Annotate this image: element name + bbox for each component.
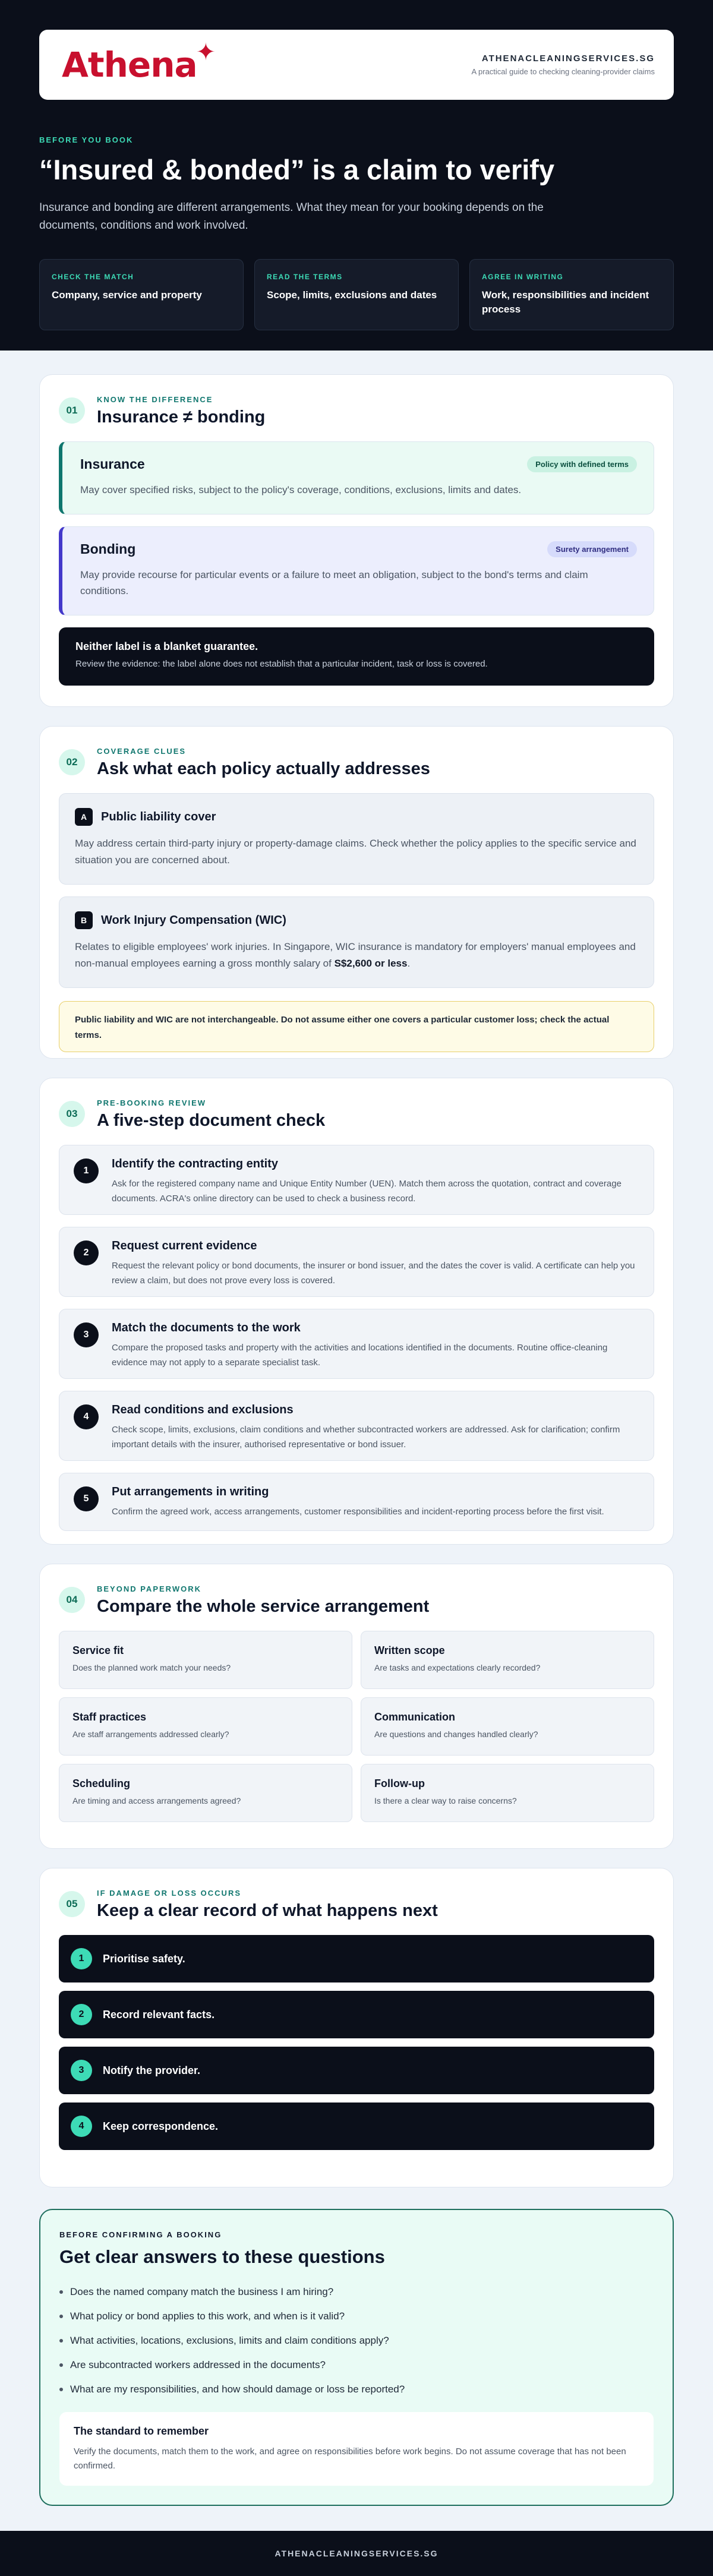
step-number: 1 (74, 1158, 99, 1183)
hero-eyebrow: BEFORE YOU BOOK (39, 135, 134, 144)
section-coverage (39, 726, 674, 1059)
section-title: A five-step document check (97, 1111, 326, 1130)
guarantee-note (59, 627, 654, 686)
wic-text-end: . (407, 958, 411, 970)
section-damage-record (39, 1868, 674, 2187)
hero-card-agree-writing (469, 259, 674, 330)
step-number: 2 (74, 1240, 99, 1265)
note-title: Neither label is a blanket guarantee. (75, 640, 258, 652)
brand-tagline: A practical guide to checking cleaning-provider claims (471, 67, 655, 76)
step-text: Check scope, limits, exclusions, claim conditions and whether subcontracted workers are addressed. Ask for clarification; confirm important details with the insurer, authorised representative or bond issuer. (112, 1425, 620, 1450)
section-header (59, 1584, 654, 1617)
policy-text (75, 939, 638, 972)
step-text: Request the relevant policy or bond documents, the insurer or bond issuer, and the dates the cover is valid. A certificate can help you review a claim, but does not prove every loss is covered. (112, 1261, 635, 1286)
cell-text: Are tasks and expectations clearly recorded? (374, 1663, 541, 1672)
footer (0, 2531, 713, 2576)
step-number: 5 (74, 1486, 99, 1511)
standard-title: The standard to remember (74, 2425, 209, 2437)
step-text: Compare the proposed tasks and property with the activities and locations identified in the documents. Routine office-cleaning evidence may not apply to a separate specialist task. (112, 1343, 608, 1368)
hero-card-text: Company, service and property (52, 289, 202, 301)
grid-cell (59, 1764, 352, 1822)
question-item: Are subcontracted workers addressed in the documents? (59, 2353, 654, 2377)
record-item (59, 2103, 654, 2150)
step-title: Put arrangements in writing (112, 1485, 269, 1498)
grid-cell (361, 1697, 654, 1756)
grid-cell (59, 1631, 352, 1689)
question-item: Does the named company match the business I am hiring? (59, 2280, 654, 2304)
footer-domain-link[interactable]: ATHENACLEANINGSERVICES.SG (275, 2549, 438, 2558)
question-item: What policy or bond applies to this work, and when is it valid? (59, 2304, 654, 2328)
record-number: 2 (71, 2004, 92, 2025)
brand-info (471, 53, 655, 76)
hero-cards (39, 259, 674, 330)
standard-text: Verify the documents, match them to the work, and agree on responsibilities before work begins. Do not assume coverage that has not been confirmed. (74, 2446, 626, 2471)
section-title: Keep a clear record of what happens next (97, 1901, 438, 1920)
insurance-badge: Policy with defined terms (527, 456, 637, 472)
step-title: Identify the contracting entity (112, 1157, 279, 1170)
step-item (59, 1309, 654, 1379)
section-title: Insurance ≠ bonding (97, 408, 266, 427)
section-document-check (39, 1078, 674, 1545)
hero-card-text: Scope, limits, exclusions and dates (267, 289, 437, 301)
section-difference (39, 374, 674, 707)
bonding-badge: Surety arrangement (547, 541, 637, 557)
cell-title: Scheduling (72, 1778, 131, 1789)
wic-text: Relates to eligible employees' work injuries. In Singapore, WIC insurance is mandatory for employers' manual employees and non-manual employees earning a gross monthly salary of (75, 941, 636, 970)
insurance-card (59, 441, 654, 514)
cell-text: Does the planned work match your needs? (72, 1663, 231, 1672)
hero-card-label: AGREE IN WRITING (482, 272, 564, 281)
policy-badge-a: A (75, 808, 93, 826)
record-text: Keep correspondence. (103, 2120, 219, 2132)
section-eyebrow: PRE-BOOKING REVIEW (97, 1098, 207, 1107)
page-title: “Insured & bonded” is a claim to verify (39, 154, 555, 185)
hero-card-read-terms (254, 259, 459, 330)
hero-intro: Insurance and bonding are different arrangements. What they mean for your booking depends on the documents, conditions and work involved. (39, 201, 544, 232)
step-item (59, 1145, 654, 1215)
step-number: 3 (74, 1322, 99, 1347)
policy-title: Work Injury Compensation (WIC) (101, 913, 286, 927)
public-liability-card (59, 793, 654, 885)
bonding-card (59, 526, 654, 615)
bonding-text: May provide recourse for particular events or a failure to meet an obligation, subject to the bond's terms and claim conditions. (80, 569, 588, 597)
record-item (59, 1935, 654, 1982)
section-header (59, 1889, 654, 1921)
section-header (59, 1098, 654, 1131)
cell-title: Follow-up (374, 1778, 425, 1789)
section-number: 03 (59, 1101, 85, 1127)
cell-title: Written scope (374, 1644, 445, 1656)
record-item (59, 1991, 654, 2038)
arrangement-grid (59, 1631, 654, 1822)
step-item (59, 1227, 654, 1297)
policy-badge-b: B (75, 911, 93, 929)
questions-list (59, 2280, 654, 2401)
step-text: Ask for the registered company name and Unique Entity Number (UEN). Match them across the quotation, contract and coverage documents. ACRA's online directory can be used to check a business record. (112, 1179, 621, 1204)
cell-title: Staff practices (72, 1711, 147, 1723)
record-number: 4 (71, 2116, 92, 2137)
grid-cell (59, 1697, 352, 1756)
standard-box (59, 2412, 654, 2486)
cell-title: Communication (374, 1711, 456, 1723)
logo-wordmark: Athena (62, 45, 197, 85)
section-title: Ask what each policy actually addresses (97, 759, 430, 778)
section-eyebrow: KNOW THE DIFFERENCE (97, 395, 213, 404)
section-eyebrow: COVERAGE CLUES (97, 747, 187, 756)
cell-text: Is there a clear way to raise concerns? (374, 1796, 517, 1805)
record-number: 3 (71, 2060, 92, 2081)
cell-title: Service fit (72, 1644, 124, 1656)
questions-eyebrow: BEFORE CONFIRMING A BOOKING (59, 2230, 222, 2239)
step-text: Confirm the agreed work, access arrangements, customer responsibilities and incident-reporting process before the first visit. (112, 1507, 604, 1517)
record-text: Record relevant facts. (103, 2008, 215, 2021)
section-number: 02 (59, 749, 85, 775)
grid-cell (361, 1631, 654, 1689)
question-item: What are my responsibilities, and how should damage or loss be reported? (59, 2377, 654, 2401)
hero-card-check-match (39, 259, 244, 330)
hero-card-label: READ THE TERMS (267, 272, 343, 281)
insurance-text: May cover specified risks, subject to the policy's coverage, conditions, exclusions, limits and dates. (80, 484, 522, 495)
record-text: Notify the provider. (103, 2064, 201, 2076)
hero-card-label: CHECK THE MATCH (52, 272, 134, 281)
policy-text: May address certain third-party injury or property-damage claims. Check whether the policy applies to the specific service and situation you are concerned about. (75, 838, 636, 866)
policy-title: Public liability cover (101, 810, 216, 823)
record-item (59, 2047, 654, 2094)
brand-bar (39, 30, 674, 100)
step-item (59, 1473, 654, 1531)
step-number: 4 (74, 1404, 99, 1429)
section-title: Compare the whole service arrangement (97, 1597, 430, 1616)
hero-card-text: Work, responsibilities and incident process (482, 289, 649, 315)
sparkle-icon: ✦ (195, 39, 216, 65)
section-number: 04 (59, 1587, 85, 1613)
step-item (59, 1391, 654, 1461)
section-number: 05 (59, 1891, 85, 1917)
step-title: Request current evidence (112, 1239, 257, 1252)
section-header (59, 747, 654, 779)
wic-card (59, 896, 654, 988)
cell-text: Are timing and access arrangements agreed? (72, 1796, 241, 1805)
step-title: Read conditions and exclusions (112, 1403, 294, 1416)
record-text: Prioritise safety. (103, 1952, 185, 1965)
cell-text: Are staff arrangements addressed clearly? (72, 1729, 229, 1739)
section-service-arrangement (39, 1564, 674, 1849)
cell-text: Are questions and changes handled clearly? (374, 1729, 538, 1739)
bonding-title: Bonding (80, 541, 136, 557)
note-text: Review the evidence: the label alone does not establish that a particular incident, task or loss is covered. (75, 659, 488, 669)
questions-title: Get clear answers to these questions (59, 2246, 385, 2267)
wic-salary-threshold: S$2,600 or less (334, 958, 408, 970)
section-number: 01 (59, 397, 85, 424)
section-eyebrow: BEYOND PAPERWORK (97, 1584, 201, 1593)
section-eyebrow: IF DAMAGE OR LOSS OCCURS (97, 1889, 242, 1898)
not-interchangeable-warning: Public liability and WIC are not interchangeable. Do not assume either one covers a particular customer loss; check the actual terms. (59, 1001, 654, 1052)
brand-domain: ATHENACLEANINGSERVICES.SG (481, 53, 655, 64)
step-title: Match the documents to the work (112, 1321, 301, 1334)
athena-logo[interactable] (62, 39, 216, 85)
grid-cell (361, 1764, 654, 1822)
record-number: 1 (71, 1948, 92, 1969)
booking-questions (39, 2209, 674, 2506)
hero (0, 0, 713, 351)
question-item: What activities, locations, exclusions, limits and claim conditions apply? (59, 2328, 654, 2353)
insurance-title: Insurance (80, 456, 145, 472)
section-header (59, 395, 654, 427)
